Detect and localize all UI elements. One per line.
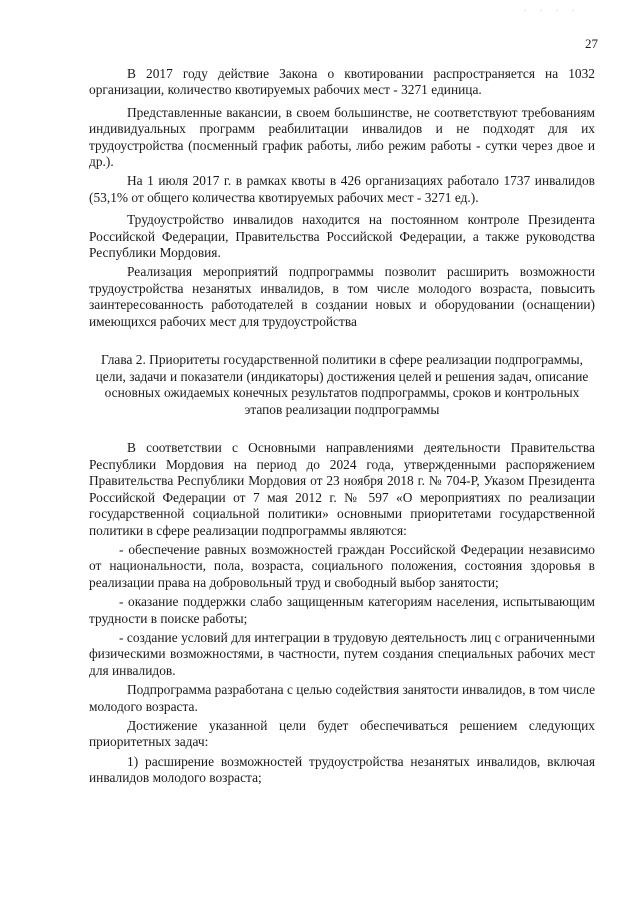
paragraph: На 1 июля 2017 г. в рамках квоты в 426 организациях работало 1737 инвалидов (53,1% от общего количества квотируемых рабочих мест - 3271 ед.).: [89, 173, 595, 205]
list-item: - обеспечение равных возможностей граждан Российской Федерации независимо от национальности, пола, возраста, социального положения, состояния здоровья в реализации права на добровольный труд и свободный выбор занятости;: [89, 541, 595, 590]
list-item: - оказание поддержки слабо защищенным категориям населения, испытывающим трудности в поиске работы;: [89, 594, 595, 626]
paragraph: В соответствии с Основными направлениями деятельности Правительства Республики Мордовия на период до 2024 года, утвержденными распоряжением Правительства Республики Мордовия от 23 ноября 2018 г. № 704-Р, Указом Президента Российской Федерации от 7 мая 2012 г. № 597 «О мероприятиях по реализации государственной социальной политики» основными приоритетами государственной политики в сфере реализации подпрограммы являются:: [89, 440, 595, 538]
document-body: [89, 66, 595, 790]
paragraph: Достижение указанной цели будет обеспечиваться решением следующих приоритетных задач:: [89, 717, 595, 750]
list-item: 1) расширение возможностей трудоустройства незанятых инвалидов, включая инвалидов молодого возраста;: [89, 753, 595, 786]
list-item: - создание условий для интеграции в трудовую деятельность лиц с ограниченными физическими возможностями, в частности, путем создания специальных рабочих мест для инвалидов.: [89, 629, 595, 678]
page-number: 27: [585, 36, 598, 51]
paragraph: Представленные вакансии, в своем большинстве, не соответствуют требованиям индивидуальных программ реабилитации инвалидов и не подходят для их трудоустройства (посменный график работы, либо режим работы - сутки через двое и др.).: [89, 104, 595, 170]
chapter-heading: Глава 2. Приоритеты государственной политики в сфере реализации подпрограммы, цели, задачи и показатели (индикаторы) достижения целей и решения задач, описание основных ожидаемых конечных результатов подпрограммы, сроков и контрольных этапов реализации подпрограммы: [95, 352, 589, 417]
paragraph: В 2017 году действие Закона о квотировании распространяется на 1032 организации, количество квотируемых рабочих мест - 3271 единица.: [89, 66, 595, 98]
paragraph: Трудоустройство инвалидов находится на постоянном контроле Президента Российской Федерации, Правительства Российской Федерации, а также руководства Республики Мордовия.: [89, 212, 595, 261]
scan-artifact: . . . .: [524, 4, 580, 13]
paragraph: Реализация мероприятий подпрограммы позволит расширить возможности трудоустройства незанятых инвалидов, в том числе молодого возраста, повысить заинтересованность работодателей в создании новых и оборудовании (оснащении) имеющихся рабочих мест для трудоустройства: [89, 264, 595, 329]
paragraph: Подпрограмма разработана с целью содействия занятости инвалидов, в том числе молодого возраста.: [89, 682, 596, 714]
